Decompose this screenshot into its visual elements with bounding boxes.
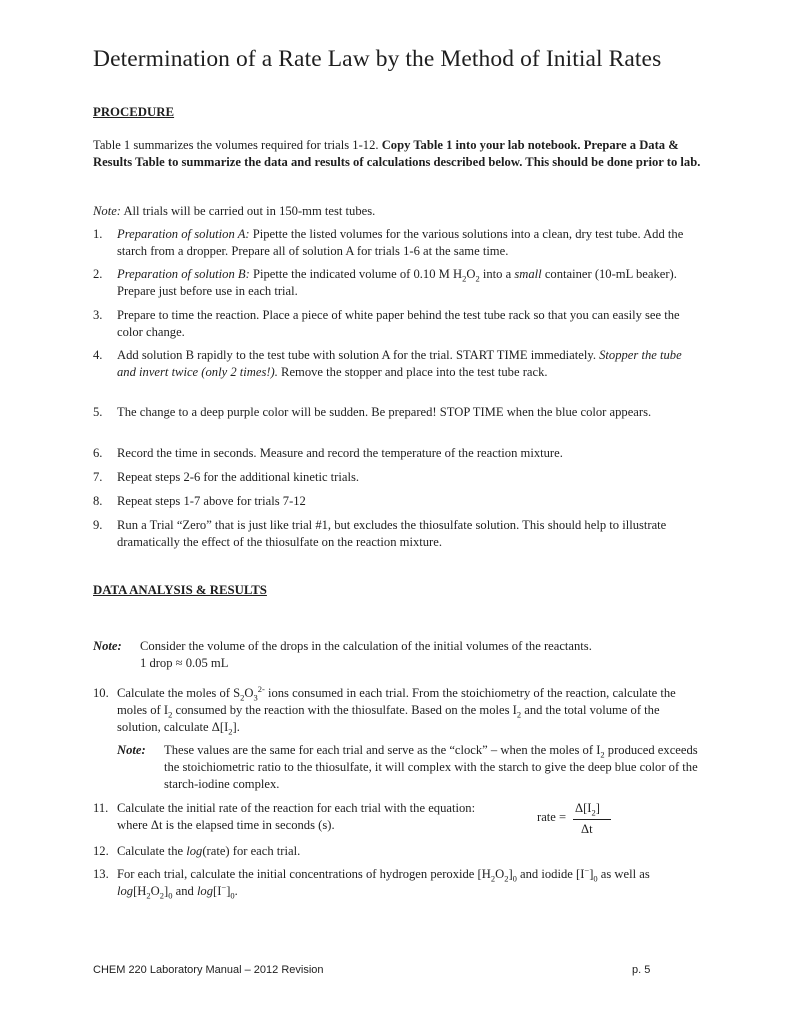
analysis-step-11: 11. Calculate the initial rate of the reaction for each trial with the equation: where Δt is the elapsed time in seconds (s). — [93, 801, 476, 832]
analysis-heading: DATA ANALYSIS & RESULTS — [93, 583, 267, 597]
analysis-inner-note: Note: These values are the same for each trial and serve as the “clock” – when the moles of $I_2$ produced exceeds the stoichiometric ratio to the thiosulfate, it will complex with the starch to give the deep blue color of the starch-iodine complex. — [117, 743, 698, 791]
page-title: Determination of a Rate Law by the Method of Initial Rates — [93, 46, 662, 72]
procedure-step-8: 8. Repeat steps 1-7 above for trials 7-12 — [93, 494, 306, 508]
analysis-step-12: 12. Calculate the log(rate) for each trial. — [93, 844, 301, 858]
analysis-step-13: 13. For each trial, calculate the initial concentrations of hydrogen peroxide $[H_2O_2]_0$ and iodide $[I^-]_0$ as well as $\log[H_2O_2]_0$ and $\log[I^-]_0$. — [93, 864, 650, 901]
footer-left: CHEM 220 Laboratory Manual – 2012 Revision — [93, 964, 324, 976]
rate-equation — [535, 800, 615, 836]
procedure-step-3: 3. Prepare to time the reaction. Place a piece of white paper behind the test tube rack so that you can easily see the color change. — [93, 308, 680, 339]
footer-page-number: p. 5 — [632, 964, 651, 976]
procedure-step-1: 1. Preparation of solution A: Pipette the listed volumes for the various solutions into a clean, dry test tube. Add the starch from a dropper. Prepare all of solution A for trials 1-6 at the same time. — [93, 227, 684, 258]
fraction-bar — [573, 819, 611, 820]
analysis-step-10: 10. Calculate the moles of $S_2O_3^{2-}$ ions consumed in each trial. From the stoichiometry of the reaction, calculate the moles of $I_2$ consumed by the reaction with the thiosulfate. Based on the moles $I_2$ and the total volume of the solution, calculate $\Delta[I_2]$. — [93, 683, 676, 737]
procedure-step-2: 2. Preparation of solution B: Pipette the indicated volume of 0.10 M $H_2O_2$ into a small container (10-mL beaker). Prepare just before use in each trial. — [93, 267, 677, 298]
procedure-step-9: 9. Run a Trial “Zero” that is just like trial #1, but excludes the thiosulfate solution. This should help to illustrate dramatically the effect of the thiosulfate on the reaction mixture. — [93, 518, 667, 549]
procedure-intro: Table 1 summarizes the volumes required for trials 1-12. Copy Table 1 into your lab notebook. Prepare a Data & Results Table to summarize the data and results of calculations described below. This should be done prior to lab. — [93, 138, 701, 169]
rate-equation-lhs: rate = — [537, 810, 567, 824]
procedure-note: Note: All trials will be carried out in 150-mm test tubes. — [93, 204, 376, 218]
procedure-step-4: 4. Add solution B rapidly to the test tube with solution A for the trial. START TIME immediately. Stopper the tube and invert twice (only 2 times!). Remove the stopper and place into the test tube rack. — [93, 348, 682, 379]
analysis-note: Note: Consider the volume of the drops in the calculation of the initial volumes of the reactants. 1 drop ≈ 0.05 mL — [93, 639, 592, 670]
procedure-step-7: 7. Repeat steps 2-6 for the additional kinetic trials. — [93, 470, 360, 484]
procedure-step-6: 6. Record the time in seconds. Measure and record the temperature of the reaction mixture. — [93, 446, 563, 460]
rate-equation-numerator: $\Delta[I_2]$ — [575, 801, 600, 818]
rate-equation-denominator: Δt — [581, 822, 593, 836]
procedure-step-5: 5. The change to a deep purple color will be sudden. Be prepared! STOP TIME when the blue color appears. — [93, 405, 652, 419]
procedure-heading: PROCEDURE — [93, 105, 175, 119]
